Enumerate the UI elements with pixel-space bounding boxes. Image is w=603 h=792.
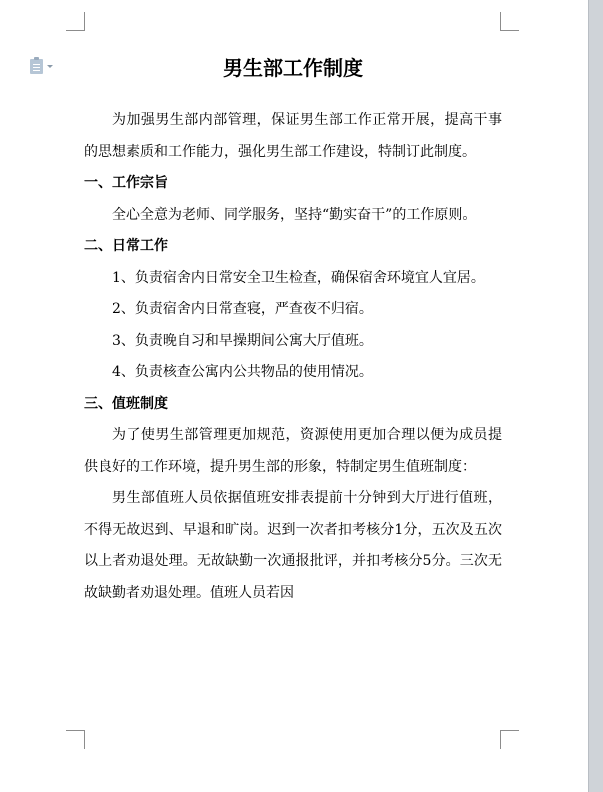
document-title: 男生部工作制度 [223,56,363,80]
section-heading-daily-work: 二、日常工作 [84,238,168,254]
margin-corner-bottom-left [66,730,85,749]
margin-corner-top-left [66,12,85,31]
paste-options-icon [30,59,43,74]
section-heading-purpose: 一、工作宗旨 [84,175,168,191]
document-body[interactable] [84,50,502,609]
daily-work-item: 1、负责宿舍内日常安全卫生检查，确保宿舍环境宜人宜居。 [112,269,485,286]
margin-corner-bottom-right [500,730,519,749]
duty-rules-paragraph: 男生部值班人员依据值班安排表提前十分钟到大厅进行值班，不得无故迟到、早退和旷岗。迟到一次者扣考核分1分，五次及五次以上者劝退处理。无故缺勤一次通报批评，并扣考核分5分。三次无故缺勤者劝退处理。值班人员若因 [84,490,502,601]
purpose-paragraph: 全心全意为老师、同学服务，坚持“勤实奋干”的工作原则。 [112,206,477,223]
daily-work-item: 4、负责核查公寓内公共物品的使用情况。 [112,364,373,380]
section-heading-duty-system: 三、值班制度 [84,395,168,412]
duty-system-paragraph: 为了使男生部管理更加规范，资源使用更加合理以便为成员提供良好的工作环境，提升男生部的形象，特制定男生值班制度： [84,427,502,475]
daily-work-item: 2、负责宿舍内日常查寝，严查夜不归宿。 [112,301,373,317]
daily-work-item: 3、负责晚自习和早操期间公寓大厅值班。 [112,332,373,349]
paste-options-button[interactable] [30,59,53,74]
intro-paragraph: 为加强男生部内部管理，保证男生部工作正常开展，提高干事的思想素质和工作能力，强化男生部工作建设，特制订此制度。 [84,112,502,160]
margin-corner-top-right [500,12,519,31]
chevron-down-icon [47,65,53,68]
vertical-scrollbar[interactable] [588,0,603,792]
